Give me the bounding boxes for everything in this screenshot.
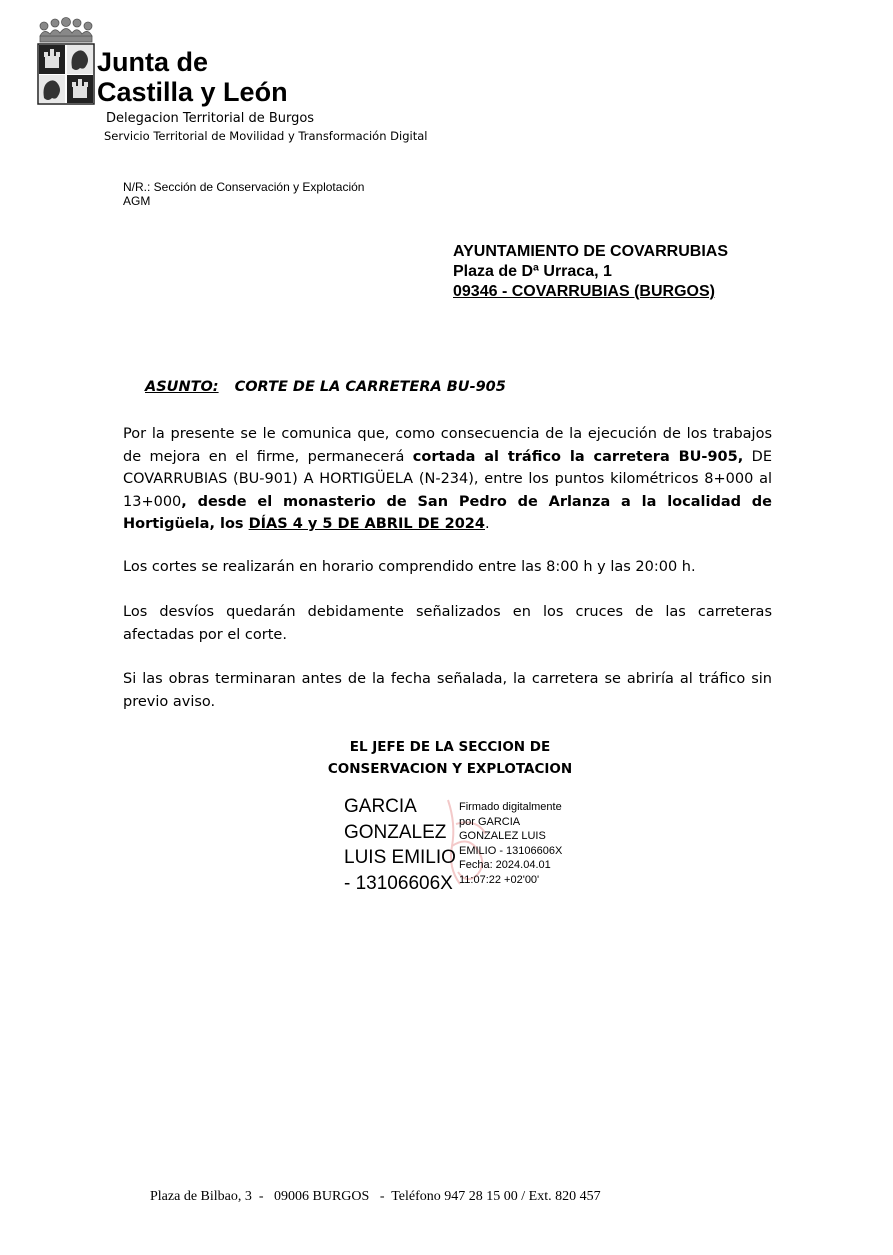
body-text-bold: , desde el monasterio de San Pedro de Arlanza a la localidad de Hortigüela, los [123,493,772,532]
signer-title-line-2: CONSERVACION Y EXPLOTACION [327,761,573,777]
subject-line [145,379,506,395]
reference-line-1: N/R.: Sección de Conservación y Explotación [123,180,365,194]
signer-name-block [344,794,456,896]
body-paragraph-1 [123,423,772,536]
signature-detail-line: Firmado digitalmente [459,801,562,813]
signature-detail-line: Fecha: 2024.04.01 [459,859,551,871]
body-text: . [485,516,490,532]
brand-line-1: Junta de [97,47,209,77]
subject-label: ASUNTO: [145,379,219,395]
signer-title-line-1: EL JEFE DE LA SECCION DE [349,739,551,755]
body-text-bold-underlined: DÍAS 4 y 5 DE ABRIL DE 2024 [248,516,485,532]
body-text-bold: cortada al tráfico la carretera BU-905, [412,448,744,465]
coat-of-arms-icon [36,16,96,106]
recipient-city: 09346 - COVARRUBIAS (BURGOS) [453,283,715,300]
signature-detail-line: 11:07:22 +02'00' [459,873,540,886]
delegation-name: Delegacion Territorial de Burgos [106,111,315,126]
footer-address: Plaza de Bilbao, 3 - 09006 BURGOS - Teléfono 947 28 15 00 / Ext. 820 457 [150,1189,601,1204]
recipient-name: AYUNTAMIENTO DE COVARRUBIAS [453,243,728,260]
signer-name-line: LUIS EMILIO [344,847,456,868]
digital-signature-details [459,800,562,887]
reference-line-2: AGM [123,194,151,208]
signer-name-line: - 13106606X [344,872,453,894]
brand-line-2: Castilla y León [97,77,288,107]
body-text: Por la presente se le comunica que, como consecuencia de la ejecución de los trabajos de mejora en el firme, permanecerá [123,426,772,465]
signature-detail-line: EMILIO - 13106606X [459,844,563,857]
service-name: Servicio Territorial de Movilidad y Transformación Digital [104,129,428,143]
body-paragraph-3: Los desvíos quedarán debidamente señalizados en los cruces de las carreteras afectadas por el corte. [123,604,772,643]
signer-name-line: GONZALEZ [344,821,447,843]
body-paragraph-2: Los cortes se realizarán en horario comprendido entre las 8:00 h y las 20:00 h. [123,559,696,575]
signer-name-line: GARCIA [344,796,417,817]
recipient-street: Plaza de Dª Urraca, 1 [453,263,612,280]
body-text: DE COVARRUBIAS (BU-901) A HORTIGÜELA (N-234), entre los puntos kilométricos 8+000 al 13+000 [123,448,772,510]
body-paragraph-4: Si las obras terminaran antes de la fecha señalada, la carretera se abriría al tráfico sin previo aviso. [123,671,772,710]
subject-text: CORTE DE LA CARRETERA BU-905 [234,379,506,395]
signature-detail-line: por GARCIA [459,815,521,828]
signature-detail-line: GONZALEZ LUIS [459,830,546,842]
